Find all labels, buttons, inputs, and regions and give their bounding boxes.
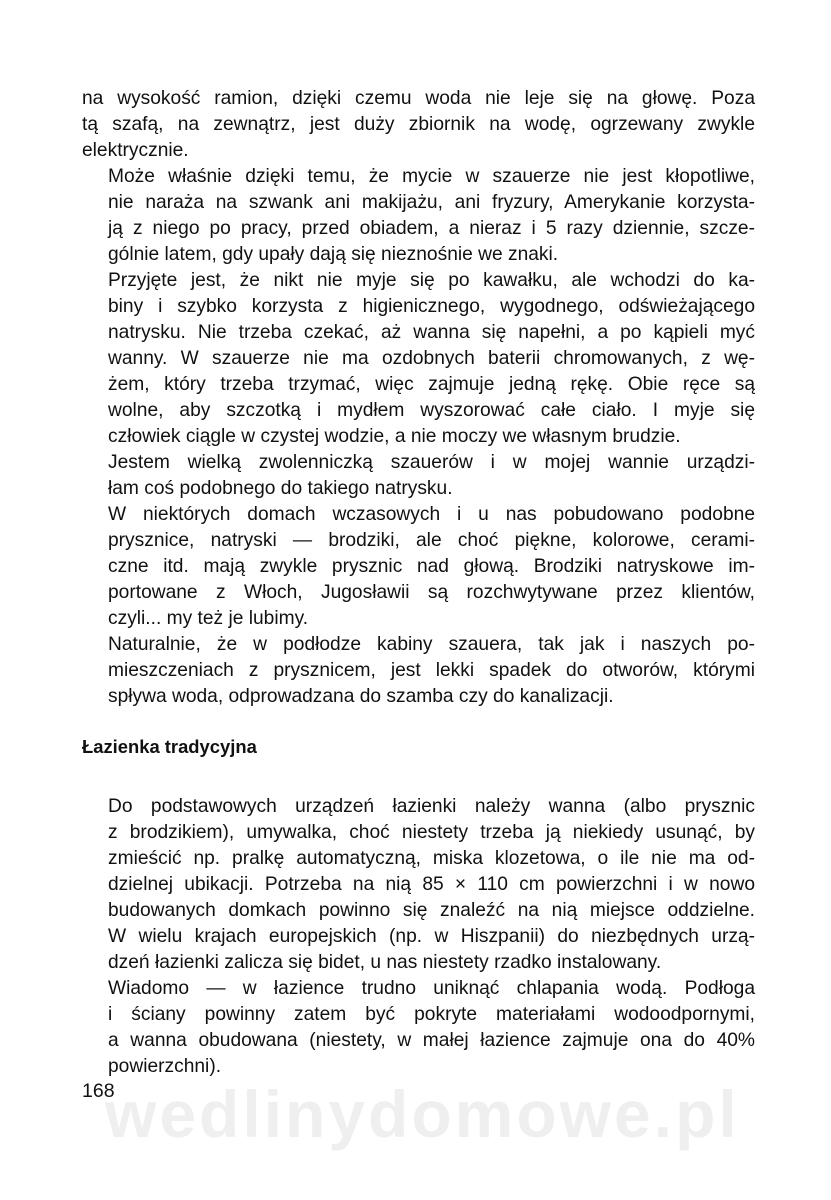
text-line: Do podstawowych urządzeń łazienki należy wanna (albo prysznic [108,796,755,817]
text-line: tą szafą, na zewnątrz, jest duży zbiornik na wodę, ogrzewany zwykle [82,114,755,135]
text-line: Wiadomo — w łazience trudno uniknąć chlapania wodą. Podłoga [108,978,755,999]
text-line: budowanych domkach powinno się znaleźć na nią miejsce oddzielne. [108,900,755,921]
text-line: prysznice, natryski — brodziki, ale choć piękne, kolorowe, cerami- [108,530,755,551]
paragraph [82,632,755,710]
section-heading: Łazienka tradycyjna [82,736,257,757]
paragraph [82,794,755,976]
paragraph [82,164,755,268]
text-section-top [82,86,755,710]
text-line: a wanna obudowana (niestety, w małej łazience zajmuje ona do 40% [108,1030,755,1051]
text-line: mieszczeniach z prysznicem, jest lekki spadek do otworów, którymi [108,660,755,681]
text-line: natrysku. Nie trzeba czekać, aż wanna się napełni, a po kąpieli myć [108,322,755,343]
text-line: powierzchni). [108,1056,222,1077]
text-line: elektrycznie. [82,140,189,161]
text-line: wolne, aby szczotką i mydłem wyszorować całe ciało. I myje się [108,400,755,421]
paragraph [82,268,755,450]
text-line: W niektórych domach wczasowych i u nas pobudowano podobne [108,504,755,525]
text-section-bottom [82,794,755,1080]
text-line: Może właśnie dzięki temu, że mycie w szauerze nie jest kłopotliwe, [108,166,755,187]
text-line: portowane z Włoch, Jugosławii są rozchwytywane przez klientów, [108,582,755,603]
paragraph [82,86,755,164]
page-number: 168 [82,1080,115,1102]
text-line: łam coś podobnego do takiego natrysku. [108,478,453,499]
text-line: czyli... my też je lubimy. [108,608,309,629]
text-line: Przyjęte jest, że nikt nie myje się po kawałku, ale wchodzi do ka- [108,270,755,291]
text-line: dzielnej ubikacji. Potrzeba na nią 85 × 110 cm powierzchni i w nowo [108,874,755,895]
text-line: biny i szybko korzysta z higienicznego, wygodnego, odświeżającego [108,296,755,317]
text-line: i ściany powinny zatem być pokryte materiałami wodoodpornymi, [108,1004,755,1025]
paragraph [82,976,755,1080]
text-line: nie naraża na szwank ani makijażu, ani fryzury, Amerykanie korzysta- [108,192,755,213]
text-line: zmieścić np. pralkę automatyczną, miska klozetowa, o ile nie ma od- [108,848,755,869]
text-line: gólnie latem, gdy upały dają się nieznośnie we znaki. [108,244,559,265]
watermark: wedlinydomowe.pl [105,1077,740,1151]
text-line: wanny. W szauerze nie ma ozdobnych baterii chromowanych, z wę- [108,348,755,369]
paragraph [82,450,755,502]
text-line: Naturalnie, że w podłodze kabiny szauera, tak jak i naszych po- [108,634,755,655]
text-line: z brodzikiem), umywalka, choć niestety trzeba ją niekiedy usunąć, by [108,822,755,843]
text-line: dzeń łazienki zalicza się bidet, u nas niestety rzadko instalowany. [108,952,662,973]
text-line: Jestem wielką zwolenniczką szauerów i w mojej wannie urządzi- [108,452,755,473]
text-line: na wysokość ramion, dzięki czemu woda nie leje się na głowę. Poza [82,88,755,109]
paragraph [82,502,755,632]
text-line: W wielu krajach europejskich (np. w Hiszpanii) do niezbędnych urzą- [108,926,755,947]
text-line: człowiek ciągle w czystej wodzie, a nie moczy we własnym brudzie. [108,426,681,447]
text-line: czne itd. mają zwykle prysznic nad głową. Brodziki natryskowe im- [108,556,755,577]
text-line: ją z niego po pracy, przed obiadem, a nieraz i 5 razy dziennie, szcze- [108,218,755,239]
text-line: żem, który trzeba trzymać, więc zajmuje jedną rękę. Obie ręce są [108,374,755,395]
text-line: spływa woda, odprowadzana do szamba czy do kanalizacji. [108,686,614,707]
